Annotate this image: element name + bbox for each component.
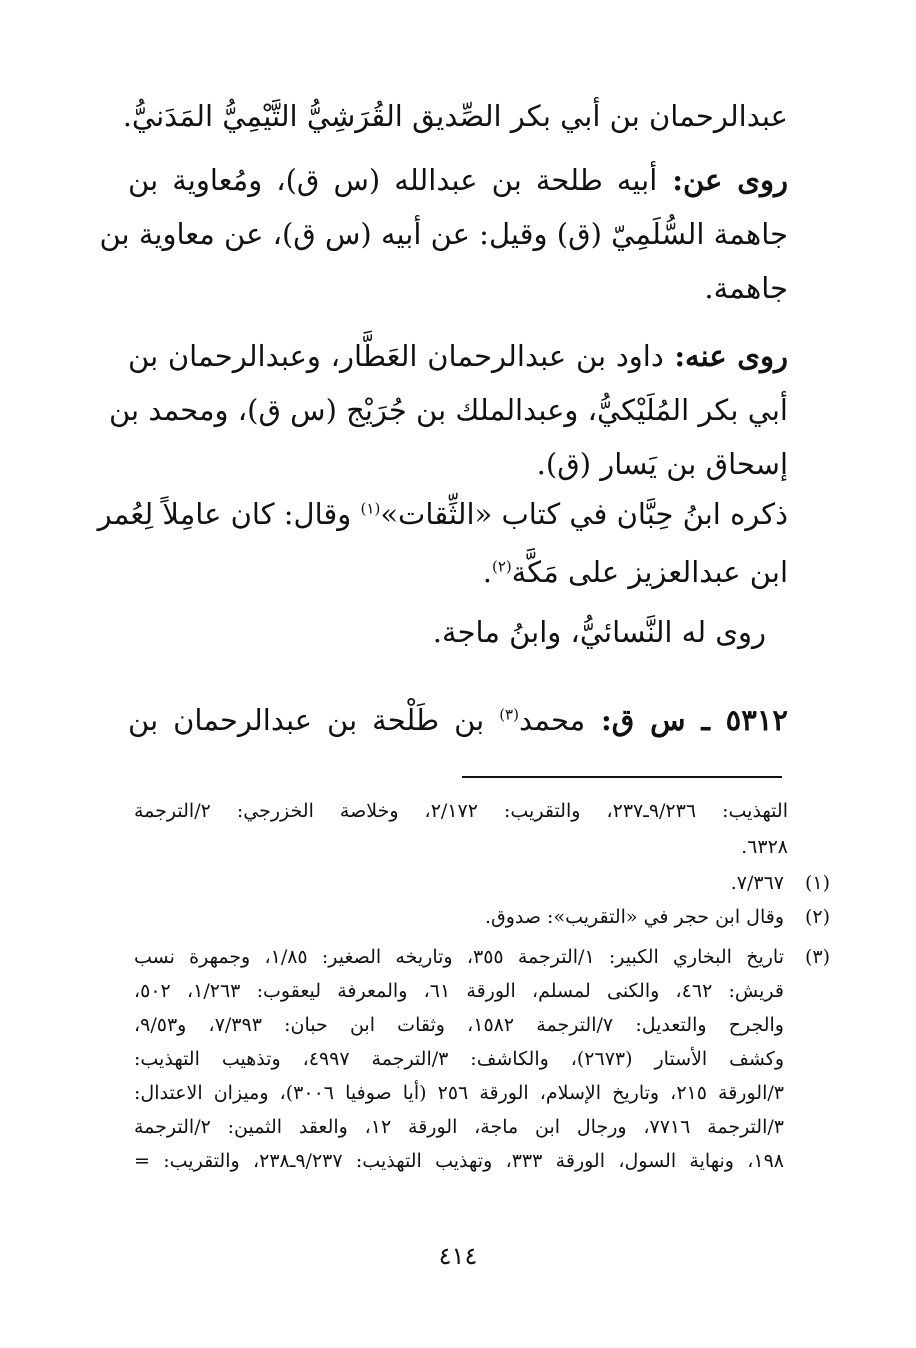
footnote-ref: (٢) — [491, 557, 512, 576]
footnote-ref: (٣) — [499, 705, 519, 724]
narrated-from-text: أبيه طلحة بن عبدالله (س ق)، ومُعاوية بن — [128, 163, 658, 197]
footnote-number: (١) — [804, 872, 830, 894]
footnote-source-line: التهذيب: ٩/٢٣٦ـ٢٣٧، والتقريب: ٢/١٧٢، وخلاصة الخزرجي: ٢/الترجمة — [134, 800, 788, 822]
footnote-text: والجرح والتعديل: ٧/الترجمة ١٥٨٢، وثقات ابن حبان: ٧/٣٩٣، و٩/٥٣، — [134, 1014, 784, 1036]
narrated-by-line — [128, 336, 788, 376]
footnote-source-line: ٦٣٢٨. — [741, 836, 788, 858]
next-entry-heading: ٥٣١٢ ـ س ق: محمد$^{(٣)}$ بن طَلْحة بن عبدالرحمان بن — [128, 703, 788, 737]
narrated-from-line — [128, 160, 788, 200]
footnote-text: ١٩٨، ونهاية السول، الورقة ٣٣٣، وتهذيب التهذيب: ٩/٢٣٧ـ٢٣٨، والتقريب: = — [134, 1150, 784, 1172]
footnote-text: ٧/٣٦٧. — [730, 872, 784, 894]
narrators-line: روى له النَّسائيُّ، وابنُ ماجة. — [432, 615, 766, 649]
footnote-number: (٢) — [804, 906, 830, 928]
footnote-text: وكشف الأستار (٢٦٧٣)، والكاشف: ٣/الترجمة ٤٩٩٧، وتذهيب التهذيب: — [134, 1048, 784, 1070]
narrated-by-text: داود بن عبدالرحمان العَطَّار، وعبدالرحمان بن — [128, 339, 664, 373]
narrated-from-line: جاهمة السُّلَمِيّ (ق) وقيل: عن أبيه (س ق)، عن معاوية بن — [99, 217, 788, 251]
footnote-text: ٣/الورقة ٢١٥، وتاريخ الإسلام، الورقة ٢٥٦ (أيا صوفيا ٣٠٠٦)، وميزان الاعتدال: — [134, 1082, 784, 1104]
narrated-from-label: روى عن: — [657, 163, 788, 197]
narrated-by-label: روى عنه: — [663, 339, 788, 373]
ibn-hibban-line: ذكره ابنُ حِبَّان في كتاب «الثِّقات»$^{(١)}$ وقال: كان عامِلاً لِعُمر — [97, 497, 788, 531]
footnote-number: (٣) — [804, 946, 830, 968]
footnote-ref: (١) — [360, 499, 381, 518]
footnote-text: تاريخ البخاري الكبير: ١/الترجمة ٣٥٥، وتاريخه الصغير: ١/٨٥، وجمهرة نسب — [134, 946, 784, 968]
entry-number: ٥٣١٢ ـ س ق: — [585, 703, 788, 737]
ibn-hibban-line: ابن عبدالعزيز على مَكَّة$^{(٢)}$. — [482, 555, 788, 589]
narrated-by-line: أبي بكر المُلَيْكيُّ، وعبدالملك بن جُرَيْج (س ق)، ومحمد بن — [108, 393, 788, 427]
footnote-text: وقال ابن حجر في «التقريب»: صدوق. — [484, 906, 784, 928]
entry-text-line: عبدالرحمان بن أبي بكر الصِّديق القُرَشِيُّ التَّيْمِيُّ المَدَنيُّ. — [122, 99, 788, 133]
page-number: ٤١٤ — [438, 1242, 478, 1270]
narrated-from-line: جاهمة. — [704, 271, 788, 305]
footnote-text: ٣/الترجمة ٧٧١٦، ورجال ابن ماجة، الورقة ١٢، والعقد الثمين: ٢/الترجمة — [134, 1116, 784, 1138]
footnote-text: قريش: ٤٦٢، والكنى لمسلم، الورقة ٦١، والمعرفة ليعقوب: ١/٢٦٣، ٥٠٢، — [134, 980, 784, 1002]
narrated-by-line: إسحاق بن يَسار (ق). — [536, 447, 788, 481]
footnote-divider — [462, 776, 782, 778]
